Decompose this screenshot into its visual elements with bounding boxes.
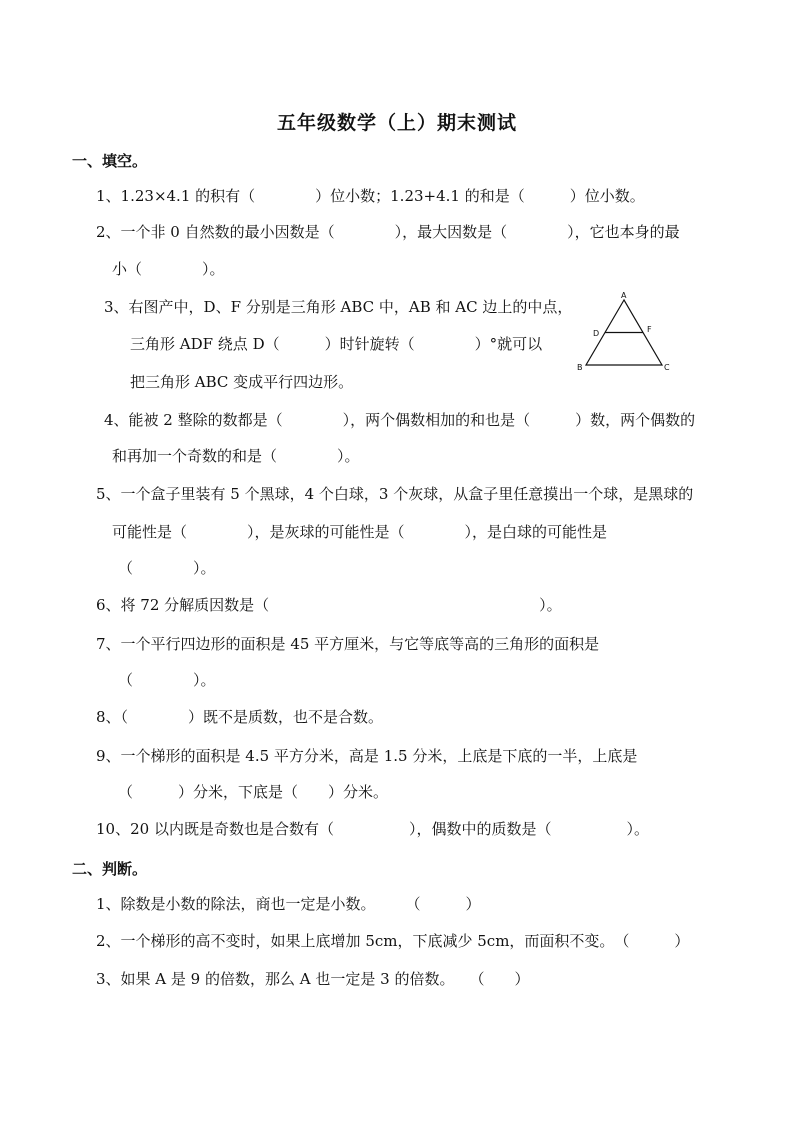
question-5-line-3: （ ）。 [118, 559, 216, 577]
question-9-line-1: 9、一个梯形的面积是 4.5 平方分米，高是 1.5 分米，上底是下底的一半，上底是 [96, 747, 638, 765]
question-10: 10、20 以内既是奇数也是合数有（ ），偶数中的质数是（ ）。 [96, 820, 649, 838]
question-2-line-2: 小（ ）。 [112, 260, 225, 278]
question-3-line-1: 3、右图产中，D、F 分别是三角形 ABC 中，AB 和 AC 边上的中点， [104, 298, 573, 316]
question-3-line-3: 把三角形 ABC 变成平行四边形。 [130, 373, 354, 391]
question-3-line-2: 三角形 ADF 绕点 D（ ）时针旋转（ ）°就可以 [130, 335, 543, 353]
section-heading-true-false: 二、判断。 [72, 860, 148, 878]
point-label-f: F [647, 325, 652, 334]
vertex-label-c: C [664, 363, 670, 372]
point-label-d: D [593, 329, 600, 338]
question-7-line-2: （ ）。 [118, 671, 216, 689]
triangle-figure [574, 290, 674, 380]
page-title: 五年级数学（上）期末测试 [276, 112, 517, 134]
judgment-3: 3、如果 A 是 9 的倍数，那么 A 也一定是 3 的倍数。 （ ） [96, 970, 530, 988]
vertex-label-b: B [577, 363, 583, 372]
judgment-2: 2、一个梯形的高不变时，如果上底增加 5cm，下底减少 5cm，而面积不变。 （ ） [96, 932, 690, 950]
question-8: 8、（ ）既不是质数，也不是合数。 [96, 708, 384, 726]
section-heading-fill-blank: 一、填空。 [72, 152, 148, 170]
question-5-line-1: 5、一个盒子里装有 5 个黑球，4 个白球，3 个灰球，从盒子里任意摸出一个球，是黑球的 [96, 485, 694, 503]
question-1: 1、1.23×4.1 的积有（ ）位小数；1.23+4.1 的和是（ ）位小数。 [96, 187, 645, 205]
question-2-line-1: 2、一个非 0 自然数的最小因数是（ ），最大因数是（ ），它也本身的最 [96, 223, 680, 241]
judgment-1: 1、除数是小数的除法，商也一定是小数。 （ ） [96, 895, 481, 913]
question-9-line-2: （ ）分米，下底是（ ）分米。 [118, 783, 389, 801]
question-4-line-2: 和再加一个奇数的和是（ ）。 [112, 447, 360, 465]
question-6: 6、将 72 分解质因数是（ ）。 [96, 596, 562, 614]
vertex-label-a: A [621, 291, 627, 300]
question-7-line-1: 7、一个平行四边形的面积是 45 平方厘米，与它等底等高的三角形的面积是 [96, 635, 600, 653]
question-4-line-1: 4、能被 2 整除的数都是（ ），两个偶数相加的和也是（ ）数，两个偶数的 [104, 411, 696, 429]
question-5-line-2: 可能性是（ ），是灰球的可能性是（ ），是白球的可能性是 [112, 523, 608, 541]
